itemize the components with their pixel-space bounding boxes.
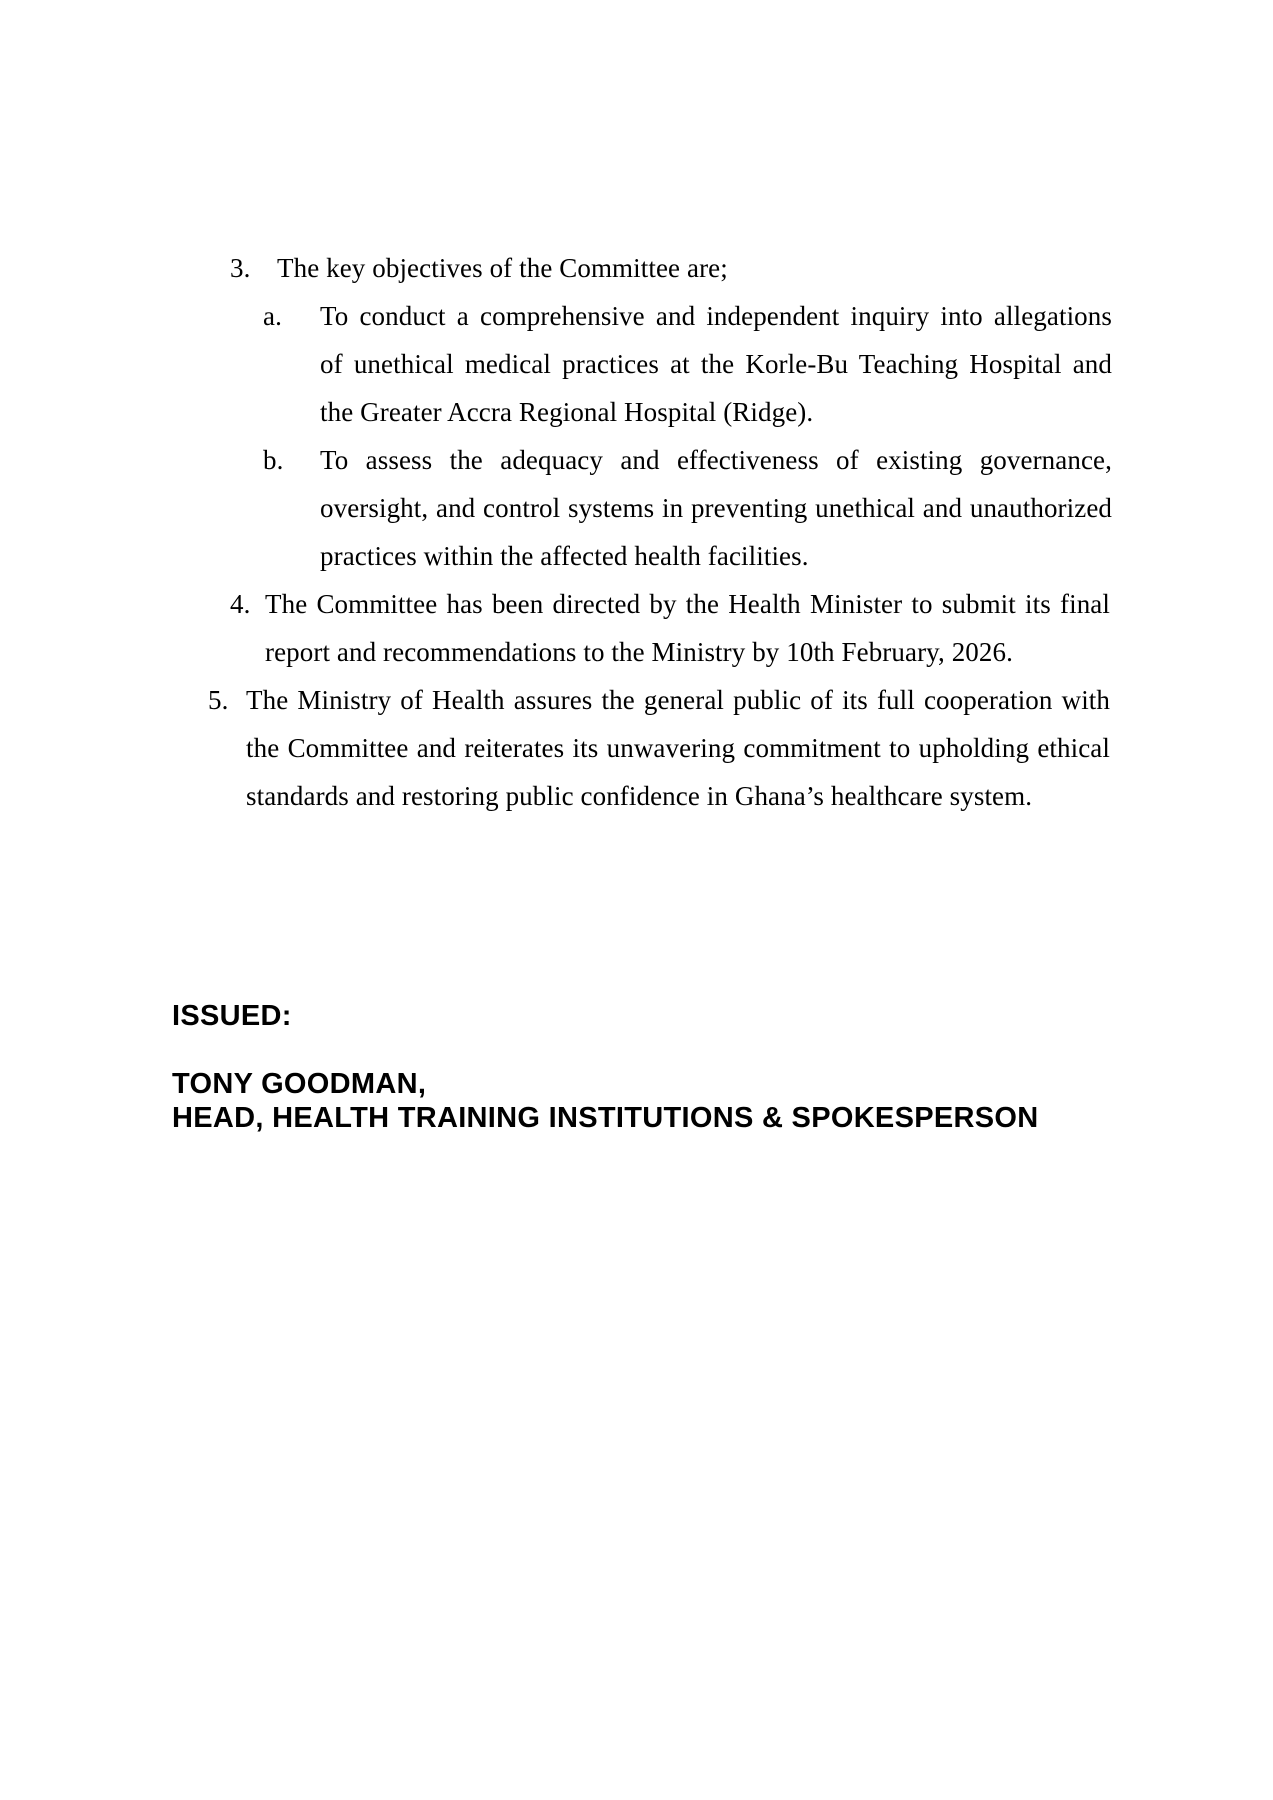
signatory-name: TONY GOODMAN,: [172, 1068, 427, 1100]
list-item-line: the Greater Accra Regional Hospital (Ridge).: [320, 397, 814, 427]
list-item-line: The Committee has been directed by the Health Minister to submit its final: [265, 589, 1110, 619]
list-item-marker: a.: [263, 301, 282, 331]
list-item-line: practices within the affected health facilities.: [320, 541, 809, 571]
list-item: [263, 436, 1110, 580]
list-item-line: oversight, and control systems in preventing unethical and unauthorized: [320, 493, 1112, 523]
signatory-title: HEAD, HEALTH TRAINING INSTITUTIONS & SPOKESPERSON: [172, 1102, 1039, 1134]
list-item-text: [265, 580, 1110, 676]
list-item-line: standards and restoring public confidence in Ghana’s healthcare system.: [246, 781, 1033, 811]
list-item-marker: b.: [263, 445, 284, 475]
numbered-list: [0, 244, 1110, 820]
list-item-text: [246, 676, 1110, 820]
list-item-marker: 3.: [230, 253, 251, 283]
list-item-line: of unethical medical practices at the Korle-Bu Teaching Hospital and: [320, 349, 1112, 379]
list-item-text: [320, 292, 1112, 436]
list-item: [230, 580, 1110, 676]
list-item: [230, 244, 1110, 292]
list-item: [263, 292, 1110, 436]
list-item-line: the Committee and reiterates its unwavering commitment to upholding ethical: [246, 733, 1110, 763]
list-item-text: [277, 244, 1110, 292]
signature-block: [172, 999, 1039, 1135]
list-item-line: The key objectives of the Committee are;: [277, 253, 728, 283]
list-item-line: report and recommendations to the Ministry by 10th February, 2026.: [265, 637, 1013, 667]
list-item: [208, 676, 1110, 820]
list-item-line: The Ministry of Health assures the general public of its full cooperation with: [246, 685, 1110, 715]
issued-label: ISSUED:: [172, 1000, 292, 1032]
signature-spacer: [172, 1033, 1039, 1067]
list-item-marker: 5.: [208, 685, 229, 715]
list-item-line: To assess the adequacy and effectiveness of existing governance,: [320, 445, 1112, 475]
list-item-marker: 4.: [230, 589, 251, 619]
list-item-line: To conduct a comprehensive and independent inquiry into allegations: [320, 301, 1112, 331]
list-item-text: [320, 436, 1112, 580]
